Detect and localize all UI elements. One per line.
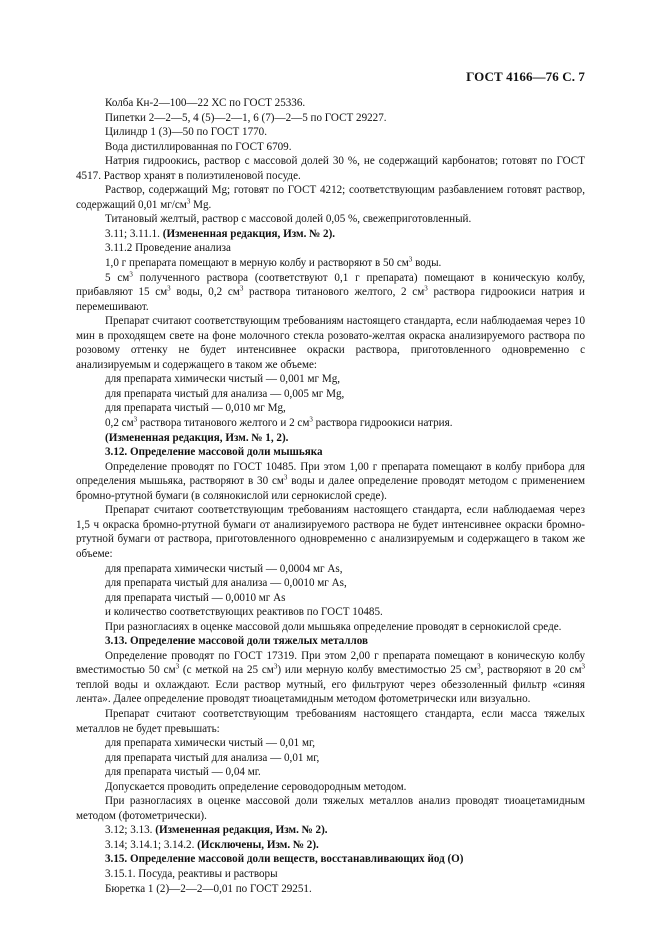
list-item: для препарата чистый для анализа — 0,005 мг Mg, [105, 387, 345, 400]
list-item: для препарата химически чистый — 0,01 мг, [105, 737, 316, 750]
list-item: для препарата чистый для анализа — 0,01 мг, [105, 751, 320, 764]
paragraph: При разногласиях в оценке массовой доли тяжелых металлов анализ проводят тиоацетамидным методом (фотометрически). [76, 795, 585, 822]
list-item: для препарата химически чистый — 0,0004 мг As, [105, 562, 343, 575]
text-line: Допускается проводить определение сероводородным методом. [105, 780, 407, 793]
section-title: 3.12. Определение массовой доли мышьяка [105, 446, 323, 459]
amendment-note: 3.12; 3.13. (Измененная редакция, Изм. № 2). [105, 824, 328, 837]
paragraph: Препарат считают соответствующим требованиям настоящего стандарта, если наблюдаемая через 1,5 ч окраска бромно-ртутной бумаги от анализируемого раствора не будет интенсивнее окраски бромно-ртутной бумаги от раствора, приготовленного одновременно с анализируемым и содержащего в таком же объеме: [76, 504, 585, 560]
document-body [76, 96, 585, 896]
subsection-title: 3.11.2 Проведение анализа [105, 242, 231, 255]
text-line: Колба Кн-2—100—22 ХС по ГОСТ 25336. [105, 97, 306, 109]
paragraph: При разногласиях в оценке массовой доли мышьяка определение проводят в сернокислой среде. [105, 620, 562, 633]
amendment-note: 3.14; 3.14.1; 3.14.2. (Исключены, Изм. № 2). [105, 838, 319, 851]
text-line: 1,0 г препарата помещают в мерную колбу и растворяют в 50 $см^3$ воды. [105, 255, 442, 270]
paragraph: Натрия гидроокись, раствор с массовой долей 30 %, не содержащий карбонатов; готовят по ГОСТ 4517. Раствор хранят в полиэтиленовой посуде. [76, 155, 585, 182]
paragraph: Определение проводят по ГОСТ 17319. При этом 2,00 г препарата помещают в коническую колбу вместимостью 50 $см^3$ (с меткой на 25 $см^3$) или мерную колбу вместимостью 25 $см^3$, растворяют в 20 $см^3$ теплой воды и охлаждают. Если раствор мутный, его фильтруют через обеззоленный фильтр «синяя лента». Далее определение проводят тиоацетамидным методом фотометрически или визуально. [76, 649, 585, 706]
list-item: для препарата химически чистый — 0,001 мг Mg, [105, 373, 341, 386]
section-title: 3.15. Определение массовой доли веществ, восстанавливающих йод (О) [105, 853, 464, 866]
text-line: и количество соответствующих реактивов по ГОСТ 10485. [105, 606, 383, 619]
subsection-title: 3.15.1. Посуда, реактивы и растворы [105, 867, 278, 880]
amendment-note: 3.11; 3.11.1. (Измененная редакция, Изм. № 2). [105, 227, 336, 240]
text-line: Пипетки 2—2—5, 4 (5)—2—1, 6 (7)—2—5 по ГОСТ 29227. [105, 111, 387, 124]
paragraph: Препарат считают соответствующим требованиям настоящего стандарта, если масса тяжелых металлов не будет превышать: [76, 707, 585, 735]
section-title: 3.13. Определение массовой доли тяжелых металлов [105, 635, 369, 648]
list-item: для препарата чистый — 0,04 мг. [105, 766, 261, 779]
paragraph: 5 $см^3$ полученного раствора (соответствуют 0,1 г препарата) помещают в коническую колбу, прибавляют 15 $см^3$ воды, 0,2 $см^3$ раствора титанового желтого, 2 $см^3$ раствора гидроокиси натрия и перемешивают. [76, 269, 586, 313]
amendment-note: (Измененная редакция, Изм. № 1, 2). [105, 431, 289, 444]
list-item: для препарата чистый — 0,0010 мг As [105, 591, 286, 604]
text-line: 0,2 $см^3$ раствора титанового желтого и 2 $см^3$ раствора гидроокиси натрия. [105, 415, 453, 430]
paragraph: Раствор, содержащий Mg; готовят по ГОСТ 4212; соответствующим разбавлением готовят раствор, содержащий 0,01 $мг/см^3$ Mg. [76, 184, 585, 211]
list-item: для препарата чистый для анализа — 0,0010 мг As, [105, 577, 347, 590]
text-line: Бюретка 1 (2)—2—2—0,01 по ГОСТ 29251. [105, 882, 312, 895]
text-line: Титановый желтый, раствор с массовой долей 0,05 %, свежеприготовленный. [105, 213, 472, 226]
list-item: для препарата чистый — 0,010 мг Mg, [105, 402, 286, 415]
text-line: Цилиндр 1 (3)—50 по ГОСТ 1770. [105, 126, 267, 139]
page-header: ГОСТ 4166—76 С. 7 [466, 69, 585, 84]
paragraph: Определение проводят по ГОСТ 10485. При этом 1,00 г препарата помещают в колбу прибора для определения мышьяка, растворяют в 30 $см^3$ воды и далее определение проводят методом с применением бромно-ртутной бумаги (в солянокислой или сернокислой среде). [76, 460, 585, 502]
paragraph: Препарат считают соответствующим требованиям настоящего стандарта, если наблюдаемая через 10 мин в проходящем свете на фоне молочного стекла розовато-желтая окраска анализируемого раствора по розовому оттенку не будет интенсивнее окраски раствора, приготовленного одновременно с анализируемым и содержащего в таком же объеме: [76, 315, 585, 371]
text-line: Вода дистиллированная по ГОСТ 6709. [105, 140, 292, 153]
